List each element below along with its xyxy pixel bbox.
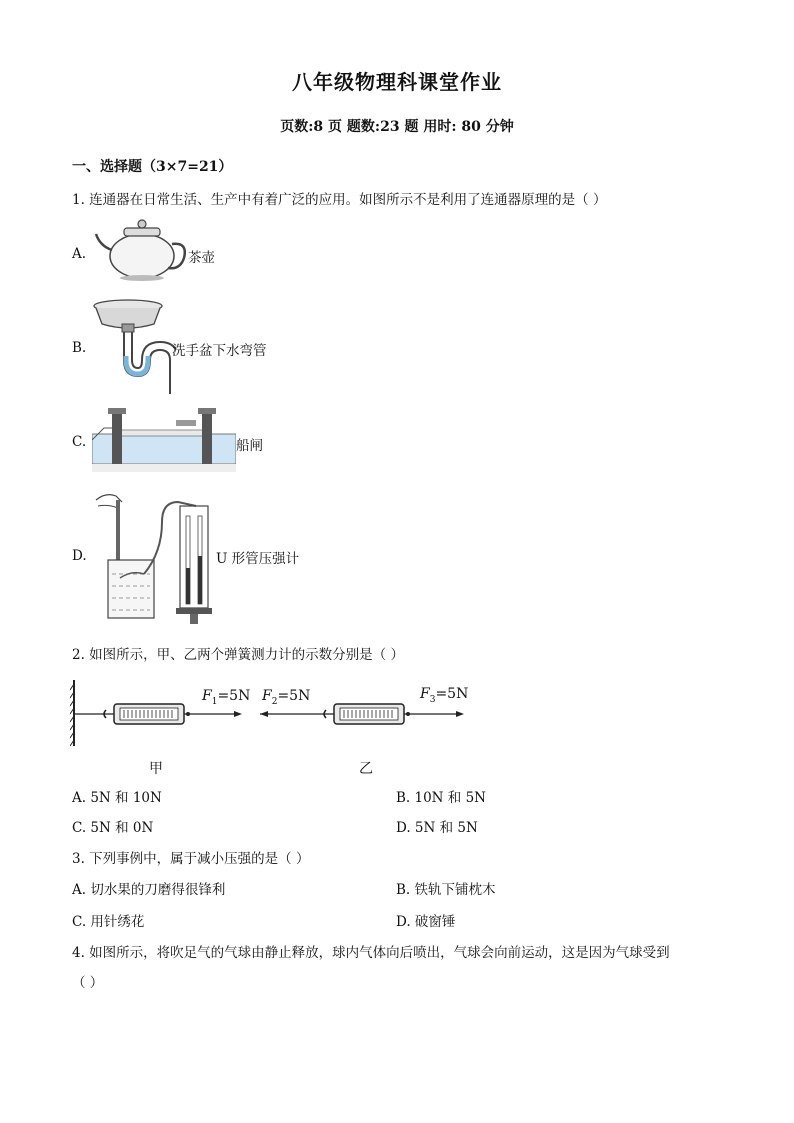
q3-option-d: D. 破窗锤 <box>396 914 456 930</box>
ship-lock-icon <box>92 404 236 472</box>
figure-label-jia: 甲 <box>149 761 163 777</box>
q1-option-a-letter: A. <box>72 246 87 262</box>
question-1-stem: 1. 连通器在日常生活、生产中有着广泛的应用。如图所示不是利用了连通器原理的是（ ） <box>72 192 607 208</box>
q2-option-a: A. 5N 和 10N <box>72 790 162 806</box>
force-label-f3: $F_3=5N$ <box>420 686 469 705</box>
q1-option-c-caption: 船闸 <box>236 438 263 454</box>
question-4-stem-line2: （ ） <box>72 975 104 991</box>
teapot-icon <box>94 216 188 282</box>
q1-option-a-caption: 茶壶 <box>188 250 215 266</box>
figure-label-yi: 乙 <box>359 761 373 777</box>
page-subtitle: 页数:8 页 题数:23 题 用时: 80 分钟 <box>280 119 514 135</box>
q2-option-c: C. 5N 和 0N <box>72 820 154 836</box>
sink-drain-pipe-icon <box>92 298 176 396</box>
q3-option-a: A. 切水果的刀磨得很锋利 <box>72 882 226 898</box>
q3-option-c: C. 用针绣花 <box>72 914 145 930</box>
spring-scales-figure <box>70 676 470 748</box>
question-2-stem: 2. 如图所示，甲、乙两个弹簧测力计的示数分别是（ ） <box>72 647 404 663</box>
q1-option-c-letter: C. <box>72 434 87 450</box>
section-title: 一、选择题（3×7=21） <box>72 159 233 175</box>
force-label-f1: $F_1=5N$ <box>202 688 251 707</box>
q2-option-d: D. 5N 和 5N <box>396 820 478 836</box>
question-3-stem: 3. 下列事例中，属于减小压强的是（ ） <box>72 851 310 867</box>
q1-option-d-letter: D. <box>72 548 87 564</box>
u-tube-manometer-icon <box>92 482 216 626</box>
page-title: 八年级物理科课堂作业 <box>292 70 502 94</box>
q3-option-b: B. 铁轨下铺枕木 <box>396 882 496 898</box>
q2-option-b: B. 10N 和 5N <box>396 790 486 806</box>
q1-option-b-caption: 洗手盆下水弯管 <box>172 343 267 359</box>
q1-option-b-letter: B. <box>72 340 87 356</box>
question-4-stem: 4. 如图所示，将吹足气的气球由静止释放，球内气体向后喷出，气球会向前运动，这是因为气球受到 <box>72 945 670 961</box>
force-label-f2: $F_2=5N$ <box>262 688 311 707</box>
q1-option-d-caption: U 形管压强计 <box>216 551 300 567</box>
